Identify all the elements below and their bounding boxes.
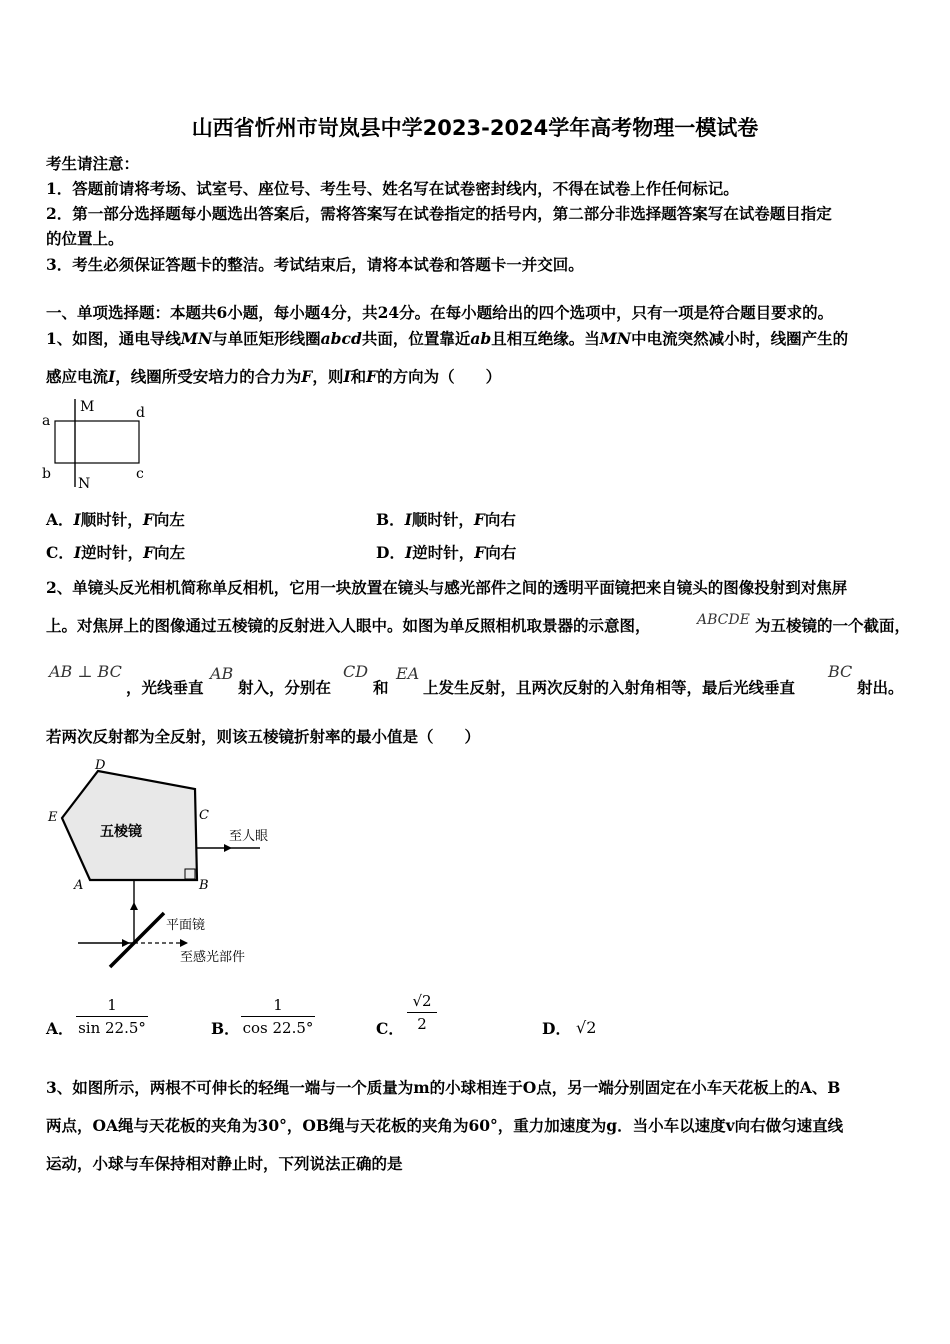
q1-line-2: 感应电流I，线圈所受安培力的合力为F，则I和F的方向为（ ） — [46, 367, 502, 386]
q2-line-2-end: 为五棱镜的一个截面， — [755, 616, 911, 635]
q2-perp: AB ⊥ BC — [49, 662, 122, 681]
label-b: B — [199, 878, 209, 893]
q2-ea: EA — [396, 664, 420, 683]
q2-option-c-letter[interactable]: C． — [376, 1019, 404, 1038]
q2-figure — [40, 755, 300, 980]
q1-figure — [40, 393, 160, 493]
label-n: N — [78, 476, 91, 492]
q2-option-c-fraction[interactable]: $\frac{√2}{2}$ — [407, 992, 437, 1033]
label-m: M — [80, 399, 95, 415]
plane-mirror — [110, 913, 164, 967]
q2-line-3d: 上发生反射，且两次反射的入射角相等，最后光线垂直 — [423, 678, 796, 697]
notice-item-2: 2．第一部分选择题每小题选出答案后，需将答案写在试卷指定的括号内，第二部分非选择题答案写在试卷题目指定 — [46, 204, 832, 223]
q2-line-4: 若两次反射都为全反射，则该五棱镜折射率的最小值是（ ） — [46, 727, 481, 746]
label-c: C — [199, 808, 209, 823]
q1-option-d[interactable]: D．I逆时针，F向右 — [376, 543, 517, 562]
label-prism: 五棱镜 — [100, 824, 142, 840]
label-a: a — [42, 413, 51, 429]
label-c: c — [136, 466, 144, 482]
label-b: b — [42, 466, 51, 482]
q2-line-2: 上。对焦屏上的图像通过五棱镜的反射进入人眼中。如图为单反照相机取景器的示意图， — [46, 616, 651, 635]
q1-option-c[interactable]: C．I逆时针，F向左 — [46, 543, 186, 562]
q1-line-1: 1、如图，通电导线MN与单匝矩形线圈abcd共面，位置靠近ab且相互绝缘。当MN中电流突然减小时，线圈产生的 — [46, 329, 849, 348]
q3-line-1: 3、如图所示，两根不可伸长的轻绳一端与一个质量为m的小球相连于O点，另一端分别固定在小车天花板上的A、B — [46, 1078, 841, 1097]
q1-option-b[interactable]: B．I顺时针，F向右 — [376, 510, 516, 529]
label-eye: 至人眼 — [229, 829, 269, 844]
q2-line-3e: 射出。 — [857, 678, 904, 697]
q3-line-2: 两点，OA绳与天花板的夹角为30°，OB绳与天花板的夹角为60°，重力加速度为g．当小车以速度v向右做匀速直线 — [46, 1116, 844, 1135]
q2-option-d-letter[interactable]: D． — [542, 1019, 571, 1038]
label-a: A — [74, 878, 84, 893]
q2-option-d-value[interactable]: √2 — [576, 1018, 597, 1037]
q2-line-3c: 和 — [373, 678, 389, 697]
q2-line-3b: 射入，分别在 — [238, 678, 332, 697]
q2-ab: AB — [210, 664, 234, 683]
q2-bc: BC — [828, 662, 853, 681]
coil-rectangle — [55, 421, 139, 463]
label-e: E — [48, 810, 58, 825]
q2-line-3a: ，光线垂直 — [126, 678, 204, 697]
q1-option-a[interactable]: A．I顺时针，F向左 — [46, 510, 185, 529]
q3-line-3: 运动，小球与车保持相对静止时，下列说法正确的是 — [46, 1154, 403, 1173]
q2-abcde: ABCDE — [697, 612, 750, 628]
label-sensor: 至感光部件 — [180, 950, 246, 965]
q2-option-a-fraction[interactable]: $\frac{1}{\sin 22.5^\circ}$ — [76, 996, 148, 1037]
notice-item-3: 3．考生必须保证答题卡的整洁。考试结束后，请将本试卷和答题卡一并交回。 — [46, 255, 584, 274]
label-mirror: 平面镜 — [166, 918, 206, 933]
q2-option-b-letter[interactable]: B． — [211, 1019, 240, 1038]
q2-cd: CD — [343, 662, 369, 681]
section-heading: 一、单项选择题：本题共6小题，每小题4分，共24分。在每小题给出的四个选项中，只有一项是符合题目要求的。 — [46, 303, 834, 322]
notice-heading: 考生请注意： — [46, 154, 140, 173]
label-d: D — [95, 758, 106, 773]
q2-option-a-letter[interactable]: A． — [46, 1019, 74, 1038]
notice-item-2-cont: 的位置上。 — [46, 229, 124, 248]
q2-line-1: 2、单镜头反光相机简称单反相机，它用一块放置在镜头与感光部件之间的透明平面镜把来自镜头的图像投射到对焦屏 — [46, 578, 848, 597]
sensor-arrow — [180, 939, 188, 947]
exit-arrow — [224, 844, 232, 852]
notice-item-1: 1．答题前请将考场、试室号、座位号、考生号、姓名写在试卷密封线内，不得在试卷上作任何标记。 — [46, 179, 739, 198]
page-title: 山西省忻州市岢岚县中学2023-2024学年高考物理一模试卷 — [191, 116, 759, 140]
vertical-arrow — [130, 902, 138, 910]
q2-option-b-fraction[interactable]: $\frac{1}{\cos 22.5^\circ}$ — [242, 996, 314, 1037]
label-d: d — [136, 405, 145, 421]
